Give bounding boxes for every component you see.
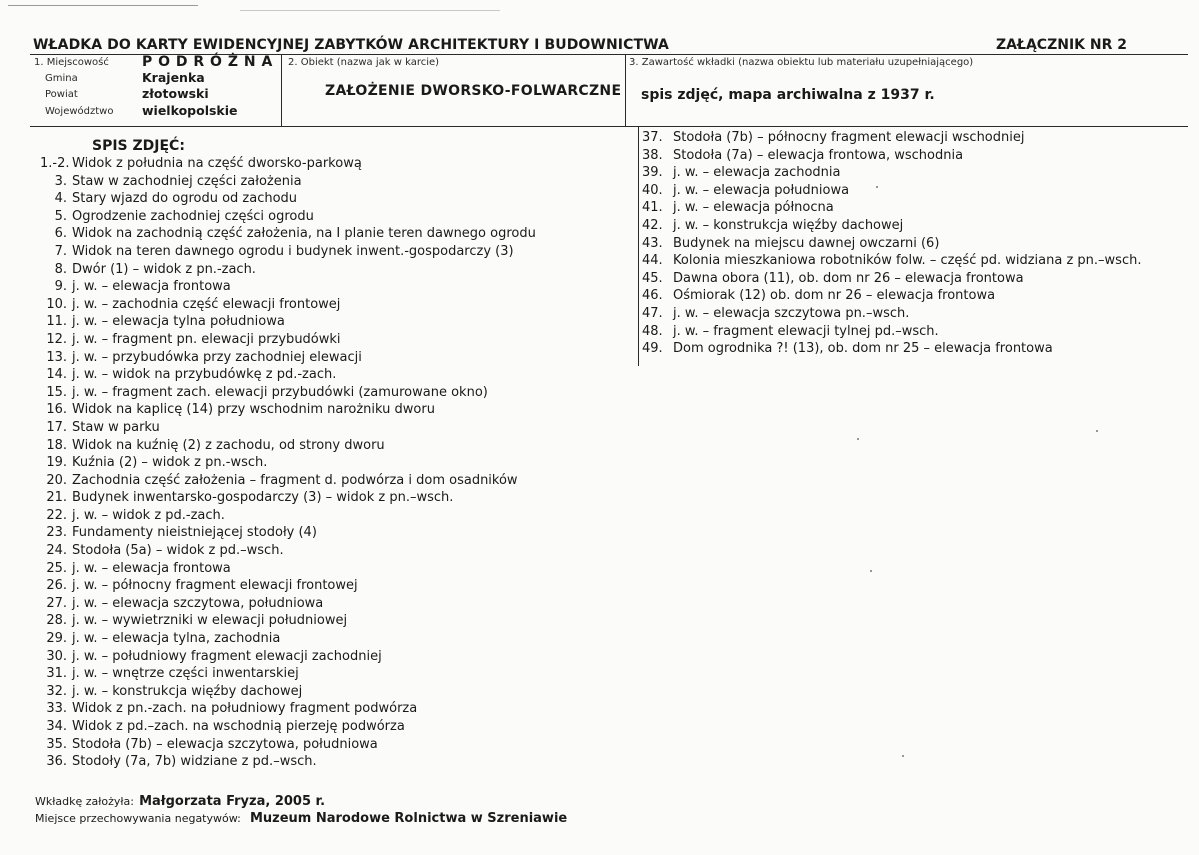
header-rule-bottom	[30, 126, 1188, 127]
list-item-text: j. w. – południowy fragment elewacji zachodniej	[72, 648, 382, 664]
list-item	[40, 718, 536, 736]
list-item-text: Widok z południa na część dworsko-parkową	[72, 156, 362, 171]
list-item-text: j. w. – konstrukcja więźby dachowej	[72, 683, 303, 699]
wojewodztwo-label: Województwo	[45, 106, 114, 117]
list-item-number: 10.	[46, 296, 67, 312]
list-item-text: j. w. – przybudówka przy zachodniej elewacji	[72, 349, 362, 365]
list-item-text: j. w. – widok z pd.-zach.	[72, 507, 225, 523]
list-item-text: j. w. – fragment zach. elewacji przybudówki (zamurowane okno)	[72, 384, 488, 400]
list-item-text: Stary wjazd do ogrodu od zachodu	[72, 191, 298, 207]
list-item	[642, 129, 1141, 147]
list-item-text: Dom ogrodnika ?! (13), ob. dom nr 25 – elewacja frontowa	[673, 341, 1053, 357]
list-item-number: 26.	[46, 578, 67, 594]
list-item-number: 16.	[46, 402, 67, 418]
list-item	[40, 278, 536, 296]
author-label: Wkładkę założyła:	[35, 795, 134, 808]
list-item-text: j. w. – konstrukcja więźby dachowej	[673, 217, 904, 233]
list-item-number: 24.	[46, 543, 67, 559]
list-item	[40, 225, 536, 243]
list-item	[40, 454, 536, 472]
list-item-text: j. w. – elewacja szczytowa pn.–wsch.	[673, 305, 910, 321]
contents-section-label: 3. Zawartość wkładki (nazwa obiektu lub materiału uzupełniającego)	[629, 57, 974, 68]
list-item	[642, 305, 1141, 323]
list-item-text: Fundamenty nieistniejącej stodoły (4)	[72, 525, 317, 541]
place-name: P O D R Ó Ż N A	[142, 54, 273, 70]
list-item	[40, 331, 536, 349]
column-divider-1	[281, 54, 282, 126]
document-title: WŁADKA DO KARTY EWIDENCYJNEJ ZABYTKÓW ARCHITEKTURY I BUDOWNICTWA	[33, 37, 669, 53]
list-item-number: 31.	[46, 666, 67, 682]
list-item	[40, 401, 536, 419]
list-item-number: 43.	[642, 235, 663, 251]
list-item-number: 20.	[46, 472, 67, 488]
list-item	[40, 296, 536, 314]
object-name: ZAŁOŻENIE DWORSKO-FOLWARCZNE	[325, 83, 622, 99]
list-item-text: j. w. – fragment elewacji tylnej pd.–wsch.	[673, 323, 939, 339]
list-item	[40, 419, 536, 437]
list-item	[642, 287, 1141, 305]
list-item-number: 29.	[46, 631, 67, 647]
list-item	[40, 542, 536, 560]
column-divider-2	[625, 54, 626, 126]
photo-list-heading: SPIS ZDJĘĆ:	[92, 138, 185, 154]
list-item-text: Budynek inwentarsko-gospodarczy (3) – widok z pn.–wsch.	[72, 490, 454, 506]
list-item-text: Stodoły (7a, 7b) widziane z pd.–wsch.	[72, 754, 317, 770]
list-item-number: 21.	[46, 490, 67, 506]
list-item-text: Dwór (1) – widok z pn.-zach.	[72, 261, 256, 277]
list-item	[40, 736, 536, 754]
list-item	[40, 524, 536, 542]
list-item-text: j. w. – elewacja tylna południowa	[72, 314, 285, 330]
list-item-text: Widok na zachodnią część założenia, na I planie teren dawnego ogrodu	[72, 226, 536, 242]
list-item	[40, 612, 536, 630]
scan-speck	[876, 186, 878, 188]
list-item	[642, 323, 1141, 341]
contents-value: spis zdjęć, mapa archiwalna z 1937 r.	[641, 87, 935, 103]
list-item-text: j. w. – widok na przybudówkę z pd.-zach.	[72, 367, 337, 383]
list-item-number: 42.	[642, 217, 663, 233]
list-item-number: 8.	[54, 261, 67, 277]
list-item-text: j. w. – elewacja północna	[673, 200, 834, 216]
list-item-number: 46.	[642, 288, 663, 304]
list-item-number: 40.	[642, 182, 663, 198]
list-item	[642, 147, 1141, 165]
list-item	[40, 577, 536, 595]
object-section-label: 2. Obiekt (nazwa jak w karcie)	[288, 57, 440, 68]
list-item-number: 30.	[46, 648, 67, 664]
list-item-text: Stodoła (7a) – elewacja frontowa, wschodnia	[673, 147, 964, 163]
list-item	[642, 164, 1141, 182]
wojewodztwo-value: wielkopolskie	[142, 103, 238, 118]
list-item	[40, 507, 536, 525]
annex-label: ZAŁĄCZNIK NR 2	[996, 37, 1127, 53]
list-item-number: 28.	[46, 613, 67, 629]
list-item-number: 7.	[54, 243, 67, 259]
list-item-number: 38.	[642, 147, 663, 163]
list-item	[40, 595, 536, 613]
scan-speck	[902, 755, 904, 757]
list-item	[40, 665, 536, 683]
list-item	[40, 190, 536, 208]
list-item-text: Widok na kuźnię (2) z zachodu, od strony dworu	[72, 437, 385, 453]
list-item-text: Budynek na miejscu dawnej owczarni (6)	[673, 235, 940, 251]
list-item-text: Widok na teren dawnego ogrodu i budynek inwent.-gospodarczy (3)	[72, 243, 514, 259]
scan-speck	[857, 438, 859, 440]
list-item-number: 34.	[46, 719, 67, 734]
list-item	[40, 155, 536, 173]
list-item-number: 22.	[46, 507, 67, 523]
list-item-number: 6.	[54, 226, 67, 242]
list-item-text: j. w. – fragment pn. elewacji przybudówki	[72, 331, 341, 347]
list-column-divider	[638, 126, 639, 366]
list-item-number: 19.	[46, 455, 67, 471]
list-item-text: j. w. – elewacja frontowa	[72, 279, 231, 295]
list-item	[40, 753, 536, 771]
list-item	[40, 648, 536, 666]
list-item-number: 32.	[46, 683, 67, 699]
list-item	[40, 366, 536, 384]
gmina-label: Gmina	[45, 73, 78, 84]
list-item-number: 27.	[46, 595, 67, 611]
list-item-number: 35.	[46, 736, 67, 752]
list-item-text: Staw w zachodniej części założenia	[72, 173, 302, 189]
list-item-number: 41.	[642, 200, 663, 216]
list-item-text: j. w. – elewacja szczytowa, południowa	[72, 595, 324, 611]
list-item	[642, 270, 1141, 288]
list-item-text: j. w. – elewacja południowa	[673, 182, 850, 198]
list-item-number: 1.-2.	[40, 156, 70, 171]
list-item-text: j. w. – elewacja tylna, zachodnia	[72, 631, 281, 647]
list-item-number: 15.	[46, 384, 67, 400]
list-item-text: j. w. – wnętrze części inwentarskiej	[72, 666, 299, 682]
list-item	[40, 349, 536, 367]
list-item-number: 23.	[46, 525, 67, 541]
list-item	[642, 340, 1141, 358]
storage-line	[35, 807, 567, 826]
powiat-value: złotowski	[142, 86, 209, 101]
list-item	[40, 683, 536, 701]
list-item	[40, 173, 536, 191]
list-item-number: 48.	[642, 323, 663, 339]
list-item-text: j. w. – północny fragment elewacji frontowej	[72, 578, 358, 594]
list-item-number: 9.	[54, 279, 67, 295]
list-item	[40, 208, 536, 226]
list-item	[40, 472, 536, 490]
list-item-text: Staw w parku	[72, 419, 160, 435]
list-item	[40, 261, 536, 279]
list-item	[40, 313, 536, 331]
list-item-number: 37.	[642, 130, 663, 145]
list-item-number: 18.	[46, 437, 67, 453]
author-name: Małgorzata Fryza, 2005 r.	[139, 794, 326, 809]
list-item-text: Kolonia mieszkaniowa robotników folw. – część pd. widziana z pn.–wsch.	[673, 253, 1142, 269]
list-item-text: j. w. – wywietrzniki w elewacji południowej	[72, 613, 348, 629]
list-item-number: 25.	[46, 560, 67, 576]
gmina-value: Krajenka	[142, 70, 205, 85]
list-item-text: Stodoła (7b) – elewacja szczytowa, południowa	[72, 736, 378, 752]
list-item-number: 12.	[46, 331, 67, 347]
list-item-number: 5.	[54, 208, 67, 224]
list-item-number: 13.	[46, 349, 67, 365]
list-item-number: 44.	[642, 253, 663, 269]
list-item	[40, 384, 536, 402]
list-item	[642, 199, 1141, 217]
list-item-number: 17.	[46, 419, 67, 435]
list-item-text: Widok z pn.-zach. na południowy fragment podwórza	[72, 701, 418, 717]
list-item	[40, 700, 536, 718]
storage-value: Muzeum Narodowe Rolnictwa w Szreniawie	[249, 811, 568, 826]
list-item-text: j. w. – elewacja frontowa	[72, 560, 231, 576]
list-item-text: Widok z pd.–zach. na wschodnią pierzeję podwórza	[72, 719, 405, 734]
location-section-label: 1. Miejscowość	[34, 57, 109, 68]
list-item-number: 3.	[54, 173, 67, 189]
scan-edge-line	[240, 10, 500, 11]
list-item	[40, 630, 536, 648]
photo-list-right	[642, 129, 1141, 358]
list-item-number: 47.	[642, 305, 663, 321]
list-item-number: 14.	[46, 367, 67, 383]
list-item-number: 4.	[54, 191, 67, 207]
list-item-text: Zachodnia część założenia – fragment d. podwórza i dom osadników	[72, 472, 518, 488]
powiat-label: Powiat	[45, 89, 78, 100]
list-item	[40, 560, 536, 578]
list-item-number: 49.	[642, 341, 663, 357]
list-item	[40, 489, 536, 507]
list-item	[642, 252, 1141, 270]
scan-edge-line	[8, 5, 198, 6]
list-item-number: 11.	[46, 314, 67, 330]
scan-speck	[1096, 430, 1098, 432]
scan-speck	[870, 570, 872, 572]
list-item	[40, 243, 536, 261]
list-item	[40, 437, 536, 455]
list-item-number: 39.	[642, 165, 663, 181]
list-item-text: j. w. – zachodnia część elewacji frontowej	[72, 296, 341, 312]
list-item-text: Ogrodzenie zachodniej części ogrodu	[72, 208, 314, 224]
list-item-number: 45.	[642, 270, 663, 286]
storage-label: Miejsce przechowywania negatywów:	[35, 812, 241, 825]
list-item-text: Stodoła (7b) – północny fragment elewacji wschodniej	[673, 130, 1025, 145]
photo-list-left	[40, 155, 536, 771]
list-item	[642, 182, 1141, 200]
list-item-text: Widok na kaplicę (14) przy wschodnim narożniku dworu	[72, 402, 435, 418]
list-item	[642, 217, 1141, 235]
list-item-text: j. w. – elewacja zachodnia	[673, 165, 841, 181]
list-item-text: Ośmiorak (12) ob. dom nr 26 – elewacja frontowa	[673, 288, 996, 304]
list-item-text: Dawna obora (11), ob. dom nr 26 – elewacja frontowa	[673, 270, 1024, 286]
list-item-number: 33.	[46, 701, 67, 717]
list-item-text: Kuźnia (2) – widok z pn.-wsch.	[72, 455, 268, 471]
list-item	[642, 235, 1141, 253]
list-item-number: 36.	[46, 754, 67, 770]
list-item-text: Stodoła (5a) – widok z pd.–wsch.	[72, 543, 284, 559]
